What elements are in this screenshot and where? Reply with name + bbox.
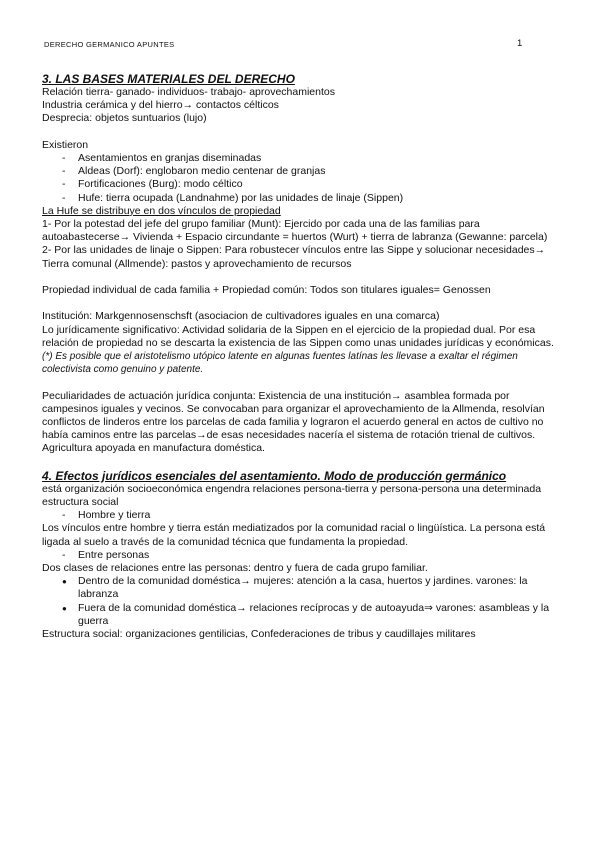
personas-list: [42, 549, 562, 562]
section-3-heading: 3. LAS BASES MATERIALES DEL DERECHO: [42, 72, 295, 86]
section-4-heading: 4. Efectos jurídicos esenciales del asentamiento. Modo de producción germánico: [42, 468, 507, 483]
peculiaridades-paragraph: Peculiaridades de actuación jurídica conjunta: Existencia de una institución→ asamblea formada por campesinos iguales y vecinos. Se convocaban para organizar el aprovechamiento de la Allmenda, resolvían conflictos de linderos entre los parcelas de cada familia y lograron el acuerdo general en actos de cultivo no había caminos entre las parcelas→de esas necesidades nacería el sistema de rotación trienal de cultivos. Agricultura apoyada en manufactura doméstica.: [42, 389, 545, 455]
existieron-list: [42, 152, 562, 205]
hombre-list: [42, 509, 562, 522]
relations-bullet-list: [42, 575, 562, 628]
list-item: - Hombre y tierra: [62, 509, 562, 522]
header-title: DERECHO GERMANICO APUNTES: [44, 40, 175, 49]
vinculos-paragraph: Los vínculos entre hombre y tierra están mediatizados por la comunidad racial o lingüística. La persona está ligada al suelo a través de la comunidad técnica que fundamenta la propiedad.: [42, 522, 546, 548]
point-2: 2- Por las unidades de linaje o Sippen: Para robustecer vínculos entre las Sippe y solucionar necesidades→ Tierra comunal (Allmende): pastos y aprovechamiento de recursos: [42, 244, 546, 270]
list-item: - Asentamientos en granjas diseminadas: [62, 152, 562, 165]
list-item: ● Dentro de la comunidad doméstica→ mujeres: atención a la casa, huertos y jardines. varones: la labranza: [62, 575, 562, 601]
juridico-paragraph: Lo jurídicamente significativo: Actividad solidaria de la Sippen en el ejercicio de la propiedad dual. Por esa relación de propiedad no se descarta la existencia de las Sippen como unas unidades jurídicas y económicas.: [42, 323, 554, 349]
existieron-label: Existieron: [42, 138, 89, 151]
list-item: - Hufe: tierra ocupada (Landnahme) por las unidades de linaje (Sippen): [62, 192, 562, 205]
note-paragraph: (*) Es posible que el aristotelismo utópico latente en algunas fuentes latínas les llevase a exaltar el régimen colectivista como genuino y patente.: [42, 351, 518, 376]
line-industria: Industria cerámica y del hierro→ contactos célticos: [42, 99, 279, 112]
estructura-line: Estructura social: organizaciones gentilicias, Confederaciones de tribus y caudillajes militares: [42, 628, 476, 641]
line-relacion: Relación tierra- ganado- individuos- trabajo- aprovechamientos: [42, 86, 335, 98]
document-body: [42, 72, 562, 641]
list-item: - Entre personas: [62, 549, 562, 562]
line-desprecia: Desprecia: objetos suntuarios (lujo): [42, 112, 207, 125]
list-item: - Fortificaciones (Burg): modo céltico: [62, 178, 562, 191]
institucion-line: Institución: Markgennosenschsft (asociacion de cultivadores iguales en una comarca): [42, 310, 440, 323]
intro-paragraph: está organización socioeconómica engendra relaciones persona-tierra y persona-persona una determinada estructura social: [42, 482, 542, 509]
propiedad-line: Propiedad individual de cada familia + Propiedad común: Todos son titulares iguales= Genossen: [42, 284, 491, 297]
hufe-subheading: La Hufe se distribuye en dos vínculos de propiedad: [42, 204, 281, 217]
dos-clases-line: Dos clases de relaciones entre las personas: dentro y fuera de cada grupo familiar.: [42, 562, 428, 575]
point-1: 1- Por la potestad del jefe del grupo familiar (Munt): Ejercido por cada una de las familias para autoabastecerse→ Vivienda + Espacio circundante = huertos (Wurt) + tierra de labranza (Gewanne: parcela): [42, 218, 548, 244]
list-item: - Aldeas (Dorf): englobaron medio centenar de granjas: [62, 165, 562, 178]
page-number: 1: [517, 38, 523, 49]
list-item: ● Fuera de la comunidad doméstica→ relaciones recíprocas y de autoayuda⇒ varones: asambleas y la guerra: [62, 602, 562, 628]
